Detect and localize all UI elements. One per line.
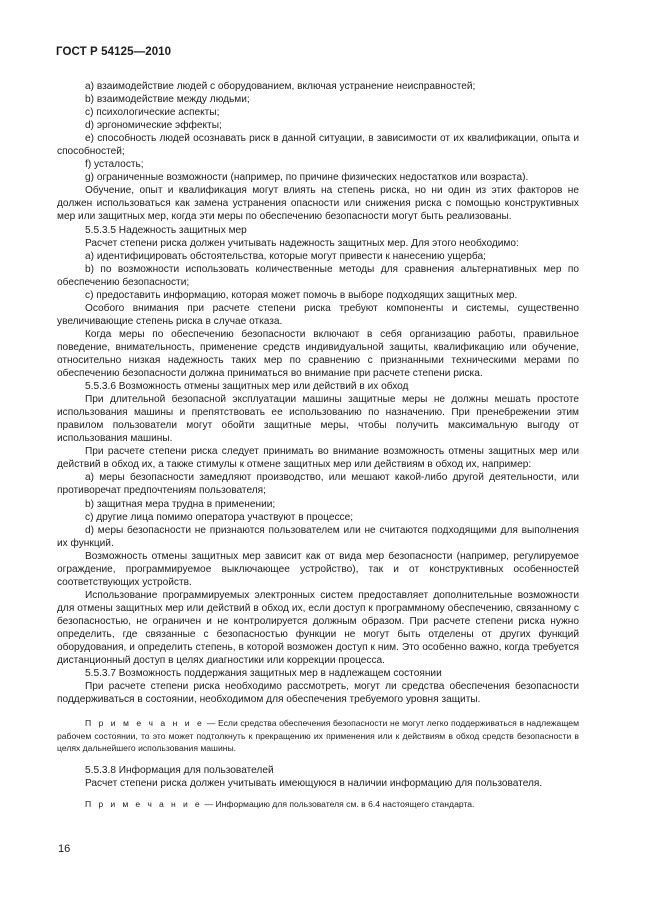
paragraph: Использование программируемых электронных систем предоставляет дополнительные возможности для отмены защитных мер или действий в обход их, если доступ к программному обеспечению, связанному с безопасностью, не ограничен и не контролируется должным образом. При расчете степени риска нужно определить, где связанные с безопасностью функции не могут быть отделены от других функций оборудования, и определить степень, в которой возможен доступ к ним. Это особенно важно, когда требуется дистанционный доступ в целях диагностики или коррекции процесса. bbox=[57, 589, 579, 667]
paragraph: Возможность отмены защитных мер зависит как от вида мер безопасности (например, регулируемое ограждение, программируемое выключающее устройство), так и от конструктивных особенностей соответствующих устройств. bbox=[57, 550, 579, 588]
document-header: ГОСТ Р 54125—2010 bbox=[56, 46, 172, 58]
paragraph: Расчет степени риска должен учитывать имеющуюся в наличии информацию для пользователя. bbox=[85, 778, 543, 790]
document-body bbox=[57, 80, 579, 811]
note-text: — Информацию для пользователя см. в 6.4 настоящего стандарта. bbox=[202, 799, 475, 810]
list-item: d) меры безопасности не признаются пользователем или не считаются подходящими для выполнения их функций. bbox=[57, 524, 579, 549]
note-label: П р и м е ч а н и е bbox=[85, 799, 203, 810]
paragraph: При длительной безопасной эксплуатации машины защитные меры не должны мешать простоте использования машины и препятствовать ее использованию по назначению. При пренебрежении этим правилом пользователи могут обойти защитные меры, чтобы получить максимальную выгоду от использования машины. bbox=[57, 394, 579, 445]
note-text: — Если средства обеспечения безопасности не могут легко поддерживаться в надлежащем рабочем состоянии, то это может подтолкнуть к прекращению их применения или к действиям в обход средств безопасности в целях дальнейшего использования машины. bbox=[57, 718, 579, 754]
note-block bbox=[57, 798, 579, 811]
list-item: b) по возможности использовать количественные методы для сравнения альтернативных мер по обеспечению безопасности; bbox=[57, 263, 579, 288]
page-number: 16 bbox=[58, 843, 71, 855]
list-item: c) предоставить информацию, которая может помочь в выборе подходящих защитных мер. bbox=[85, 289, 518, 301]
note-label: П р и м е ч а н и е bbox=[85, 718, 205, 729]
list-item: f) усталость; bbox=[85, 159, 144, 171]
list-item: а) меры безопасности замедляют производство, или мешают какой-либо другой деятельности, или противоречат предпочтениям пользователя; bbox=[57, 472, 579, 497]
paragraph: Расчет степени риска должен учитывать надежность защитных мер. Для этого необходимо: bbox=[85, 237, 519, 249]
section-heading: 5.5.3.6 Возможность отмены защитных мер или действий в их обход bbox=[85, 381, 409, 393]
paragraph: Когда меры по обеспечению безопасности включают в себя организацию работы, правильное поведение, внимательность, применение средств индивидуальной защиты, квалификацию или обучение, относительно низкая надежность таких мер по сравнению с признанными техническими мерами по обеспечению безопасности должна приниматься во внимание при расчете степени риска. bbox=[57, 328, 579, 380]
list-item: b) взаимодействие между людьми; bbox=[85, 94, 250, 106]
paragraph: При расчете степени риска необходимо рассмотреть, могут ли средства обеспечения безопасности поддерживаться в состоянии, необходимом для обеспечения требуемого уровня защиты. bbox=[57, 681, 579, 706]
list-item: c) другие лица помимо оператора участвуют в процессе; bbox=[85, 511, 354, 523]
list-item: а) идентифицировать обстоятельства, которые могут привести к нанесению ущерба; bbox=[85, 250, 486, 262]
list-item: g) ограниченные возможности (например, по причине физических недостатков или возраста). bbox=[85, 172, 529, 184]
paragraph: Обучение, опыт и квалификация могут влиять на степень риска, но ни один из этих факторов не должен использоваться как замена устранения опасности или снижения риска с помощью конструктивных мер или защитных мер, когда эти меры по обеспечению безопасности могут быть реализованы. bbox=[57, 185, 579, 223]
list-item: c) психологические аспекты; bbox=[85, 107, 220, 119]
list-item: b) защитная мера трудна в применении; bbox=[85, 498, 276, 510]
section-heading: 5.5.3.7 Возможность поддержания защитных мер в надлежащем состоянии bbox=[85, 668, 442, 680]
section-heading: 5.5.3.8 Информация для пользователей bbox=[85, 765, 274, 777]
section-heading: 5.5.3.5 Надежность защитных мер bbox=[85, 224, 247, 236]
list-item: d) эргономические эффекты; bbox=[85, 120, 222, 132]
paragraph: Особого внимания при расчете степени риска требуют компоненты и системы, существенно увеличивающие степень риска в случае отказа. bbox=[57, 302, 579, 327]
list-item: e) способность людей осознавать риск в данной ситуации, в зависимости от их квалификации, опыта и способностей; bbox=[57, 133, 579, 158]
paragraph: При расчете степени риска следует принимать во внимание возможность отмены защитных мер или действий в обход их, а также стимулы к отмене защитных мер или действиям в обход их, например: bbox=[57, 446, 579, 471]
list-item: а) взаимодействие людей с оборудованием, включая устранение неисправностей; bbox=[85, 81, 476, 92]
note-block bbox=[57, 717, 579, 755]
